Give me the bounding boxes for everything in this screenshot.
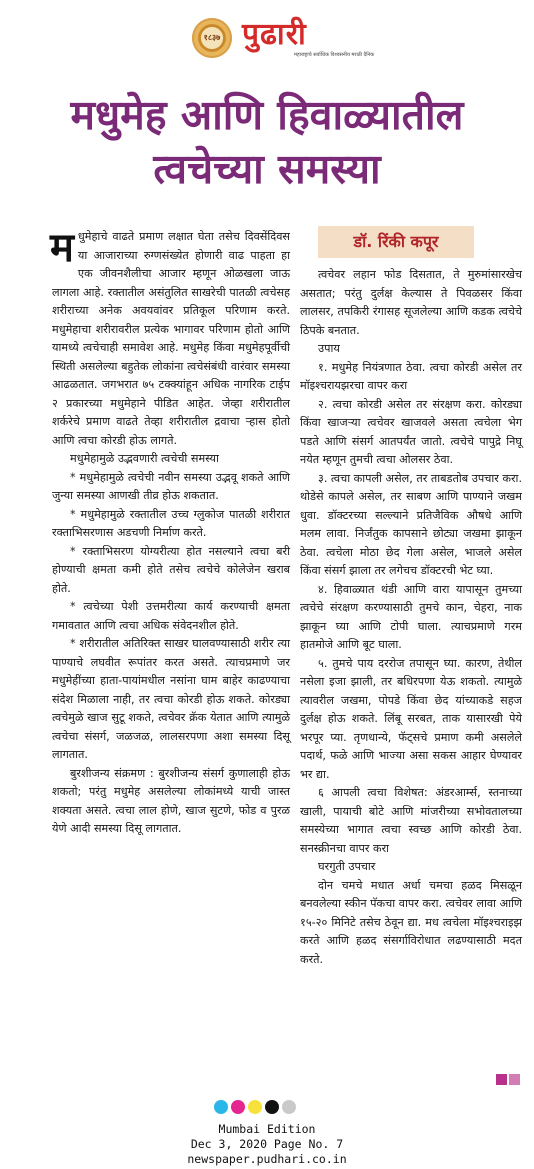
continued-paragraph: त्वचेवर लहान फोड दिसतात, ते मुरुमांसारखेच असतात; परंतु दुर्लक्ष केल्यास ते पिवळसर किंवा लालसर, तपकिरी रंगासह सूजलेल्या आणि कडक त्वचेचे ठिपके बनतात. [300,268,522,337]
remedy-paragraph: १. मधुमेह नियंत्रणात ठेवा. त्वचा कोरडी असेल तर मॉइश्चरायझरचा वापर करा [300,360,522,392]
bullet-paragraph: * रक्ताभिसरण योग्यरीत्या होत नसल्याने त्वचा बरी होण्याची क्षमता कमी होते तसेच त्वचेचे कोलेजेन खराब होते. [52,544,290,595]
headline-line-2: त्वचेच्या समस्या [153,145,381,193]
masthead [0,8,534,60]
bullet-paragraph: * मधुमेहामुळे त्वचेची नवीन समस्या उद्भवू शकते आणि जुन्या समस्या आणखी तीव्र होऊ शकतात. [52,470,290,502]
end-square-icon [496,1074,507,1085]
section-heading-home-remedies: घरगुती उपचार [318,860,376,873]
remedy-paragraph: ६ आपली त्वचा विशेषत: अंडरआर्म्स, स्तनाच्या खाली, पायाची बोटे आणि मांजरीच्या सभोवतालच्या समस्येच्या भागात त्वचा स्वच्छ आणि कोरडी ठेवा. सनस्क्रीनचा वापर करा [300,786,522,855]
footer-url[interactable]: newspaper.pudhari.co.in [187,1152,347,1166]
emblem-seal-icon [192,18,232,58]
footer-edition: Mumbai Edition [218,1122,316,1136]
black-dot-icon [265,1100,279,1114]
article-column-2 [300,266,522,969]
byline-box [318,226,474,258]
logo-tagline: महाराष्ट्राचे सर्वाधिक विश्वसनीय मराठी दैनिक [294,52,375,58]
section-heading-skin-problems: मधुमेहामुळे उद्भवणारी त्वचेची समस्या [70,452,219,465]
cyan-dot-icon [214,1100,228,1114]
bullet-paragraph: * मधुमेहामुळे रक्तातील उच्च ग्लुकोज पातळी शरीरात रक्ताभिसरणास अडचणी निर्माण करते. [52,507,290,539]
headline-line-1: मधुमेह आणि हिवाळ्यातील [70,91,464,139]
end-square-icon [509,1074,520,1085]
intro-paragraph [50,225,290,450]
drop-cap: म [50,225,74,271]
intro-text: धुमेहाचे वाढते प्रमाण लक्षात घेता तसेच दिवसेंदिवस या आजाराच्या रुग्णसंख्येत होणारी वाढ पाहता हा एक जीवनशैलीचा आजार म्हणून ओळखला जाऊ लागला आहे. रक्तातील असंतुलित साखरेची पातळी त्वचेसह शरीराच्या अनेक अवयवांवर प्रतिकूल परिणाम करते. मधुमेहाचा शरीरावरील प्रत्येक भागावर परिणाम होतो आणि यामध्ये त्वचेचाही समावेश आहे. मधुमेह किंवा मधुमेहपूर्वीची स्थिती असलेल्या बहुतेक लोकांना त्वचेसंबंधी वारंवार समस्या आढळतात. जगभरात ७५ टक्क्यांहून अधिक नागरिक टाईप २ प्रकारच्या मधुमेहाने पीडित आहेत. जेव्हा शरीरातील शर्करेचे प्रमाण वाढते तेव्हा शरीरातील द्रवाचा ऱ्हास होतो आणि त्वचा कोरडी होऊ लागते. [52,230,290,447]
remedy-paragraph: ३. त्वचा कापली असेल, तर ताबडतोब उपचार करा. थोडेसे कापले असेल, तर साबण आणि पाण्याने जखम धुवा. डॉक्टरच्या सल्ल्याने प्रतिजैविक औषधे आणि मलम लावा. निर्जंतुक कापसाने छोट्या जखमा झाकून ठेवा. त्वचेला मोठा छेद गेला असेल, भाजले असेल किंवा संसर्ग झाला तर लगेचच डॉक्टरची भेट घ्या. [300,471,522,577]
remedy-paragraph: ५. तुमचे पाय दररोज तपासून घ्या. कारण, तेथील नसेला इजा झाली, तर बधिरपणा येऊ शकतो. त्यामुळे त्यावरील जखमा, पोपडे किंवा छेद यांच्याकडे सहज दुर्लक्ष होऊ शकते. लिंबू सरबत, ताक यासारखी पेये भरपूर प्या. तृणधान्ये, फॅट्सचे प्रमाण कमी असलेले पदार्थ, फळे आणि भाज्या असा सकस आहार घेण्यावर भर द्या. [300,656,522,781]
bullet-paragraph: * शरीरातील अतिरिक्त साखर घालवण्यासाठी शरीर त्या पाण्याचे लघवीत रूपांतर करत असते. त्याचप्रमाणे जर मधुमेहींच्या हाता-पायांमधील नसांना घाम बाहेर काढण्याचा संदेश मिळाला नाही, तर त्वचा कोरडी होऊ शकते. कोरड्या त्वचेमुळे खाज सुटू शकते, त्वचेवर क्रॅक येतात आणि त्यामुळे त्वचेचा संसर्ग, जळजळ, लालसरपणा अशा समस्या दिसू लागतात. [52,637,290,761]
footer-date-page: Dec 3, 2020 Page No. 7 [190,1137,344,1151]
fungal-infection-paragraph: बुरशीजन्य संक्रमण : बुरशीजन्य संसर्ग कुणालाही होऊ शकतो; परंतु मधुमेह असलेल्या लोकांमध्ये याची जास्त शक्यता असते. त्वचा लाल होणे, खाज सुटणे, फोड व पुरळ येणे आदी समस्या दिसू लागतात. [52,766,290,835]
article-column-1 [50,225,290,839]
cmyk-registration-dots [214,1099,299,1118]
article-headline [30,88,504,196]
yellow-dot-icon [248,1100,262,1114]
remedy-paragraph: २. त्वचा कोरडी असेल तर संरक्षण करा. कोरड्या किंवा खाजऱ्या त्वचेवर खाजवले असता त्वचेला भेग पडते आणि संसर्ग आतपर्यंत जातो. त्वचेचे पापुद्रे निघू नयेत म्हणून तुमची त्वचा ओलसर ठेवा. [300,397,522,466]
remedy-paragraph: ४. हिवाळ्यात थंडी आणि वारा यापासून तुमच्या त्वचेचे संरक्षण करण्यासाठी तुमचे कान, चेहरा, नाक झाकून घ्या आणि टोपी घाला. त्याचप्रमाणे गरम हातमोजे आणि बूट घाला. [300,582,522,651]
newspaper-logo[interactable]: पुढारी [242,17,307,52]
author-byline: डॉ. रिंकी कपूर [353,232,439,251]
end-of-article-marks [496,1070,522,1089]
emblem-year: १८३७ [203,33,221,42]
grey-dot-icon [282,1100,296,1114]
home-remedy-paragraph: दोन चमचे मधात अर्धा चमचा हळद मिसळून बनवलेल्या स्कीन पॅकचा वापर करा. त्वचेवर लावा आणि १५-२० मिनिटे तसेच ठेवून द्या. मध त्वचेला मॉइश्चराइझ करते आणि हळद संसर्गाविरोधात लढण्यासाठी मदत करते. [300,878,522,966]
section-heading-remedies: उपाय [318,342,340,355]
magenta-dot-icon [231,1100,245,1114]
bullet-paragraph: * त्वचेच्या पेशी उत्तमरीत्या कार्य करण्याची क्षमता गमावतात आणि त्वचा अधिक संवेदनशील होते. [52,600,290,632]
